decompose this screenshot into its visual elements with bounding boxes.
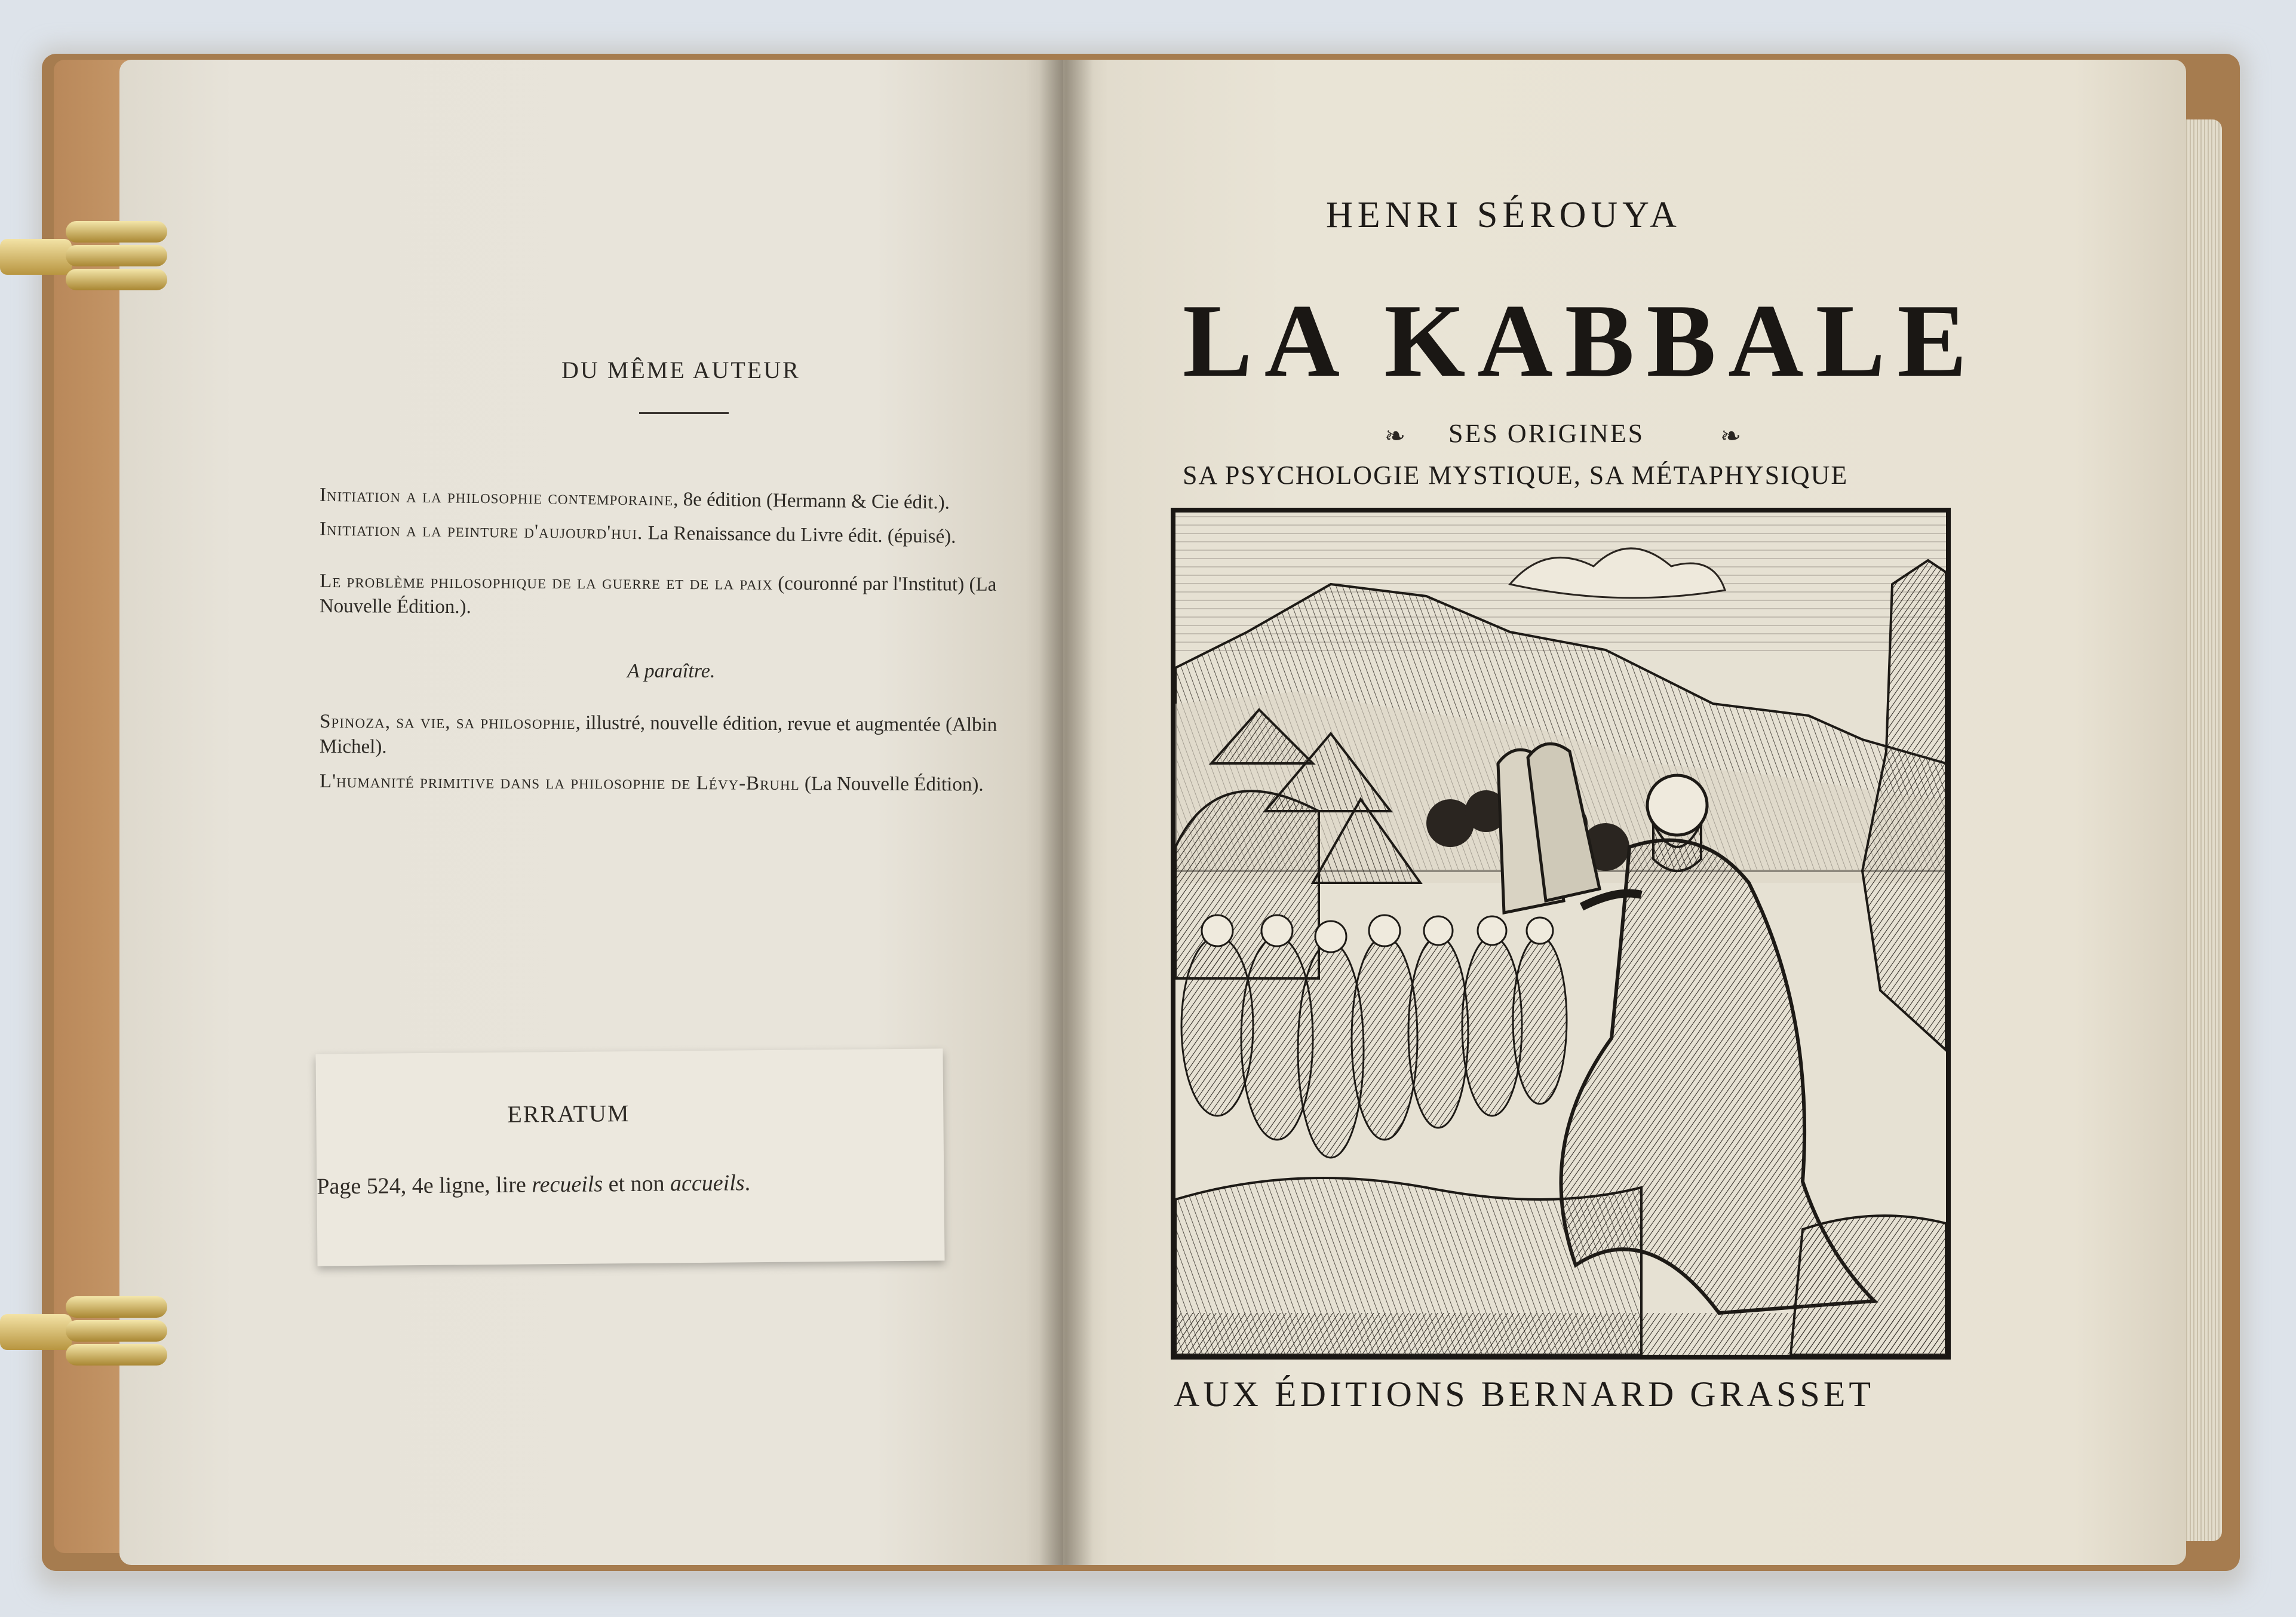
heading-rule — [639, 412, 729, 414]
ornament-right-icon: ❧ — [1720, 423, 1742, 450]
author-name: HENRI SÉROUYA — [1326, 195, 1681, 235]
page-edges — [2180, 119, 2222, 1541]
left-page — [119, 60, 1063, 1565]
bibliography-entry: Initiation a la philosophie contemporaine, 8e édition (Hermann & Cie édit.). — [319, 484, 950, 514]
book-gutter — [1039, 60, 1093, 1565]
publisher-name: AUX ÉDITIONS BERNARD GRASSET — [1174, 1374, 1875, 1414]
subtitle-line-2: SA PSYCHOLOGIE MYSTIQUE, SA MÉTAPHYSIQUE — [1183, 461, 1849, 490]
erratum-title: ERRATUM — [507, 1100, 630, 1128]
bibliography-entry: Initiation a la peinture d'aujourd'hui. La Renaissance du Livre édit. (épuisé). — [319, 518, 956, 548]
same-author-heading: DU MÊME AUTEUR — [561, 357, 800, 383]
forthcoming-entry: L'humanité primitive dans la philosophie de Lévy-Bruhl (La Nouvelle Édition). — [319, 770, 984, 796]
forthcoming-entry: Spinoza, sa vie, sa philosophie, illustré, nouvelle édition, revue et augmentée (Albin Michel). — [319, 710, 997, 758]
bibliography-entry: Le problème philosophique de la guerre et de la paix (couronné par l'Institut) (La Nouvelle Édition.). — [319, 570, 997, 618]
erratum-slip — [315, 1048, 944, 1266]
engraving-illustration — [1171, 508, 1951, 1360]
book-title: LA KABBALE — [1183, 283, 1979, 398]
ornament-left-icon: ❧ — [1385, 423, 1406, 450]
brass-hand-clip-bottom — [0, 1278, 179, 1386]
brass-hand-clip-top — [0, 203, 179, 311]
subtitle-line-1: SES ORIGINES — [1448, 419, 1645, 448]
erratum-text: Page 524, 4e ligne, lire recueils et non accueils. — [317, 1170, 751, 1199]
forthcoming-label: A paraître. — [627, 660, 716, 682]
